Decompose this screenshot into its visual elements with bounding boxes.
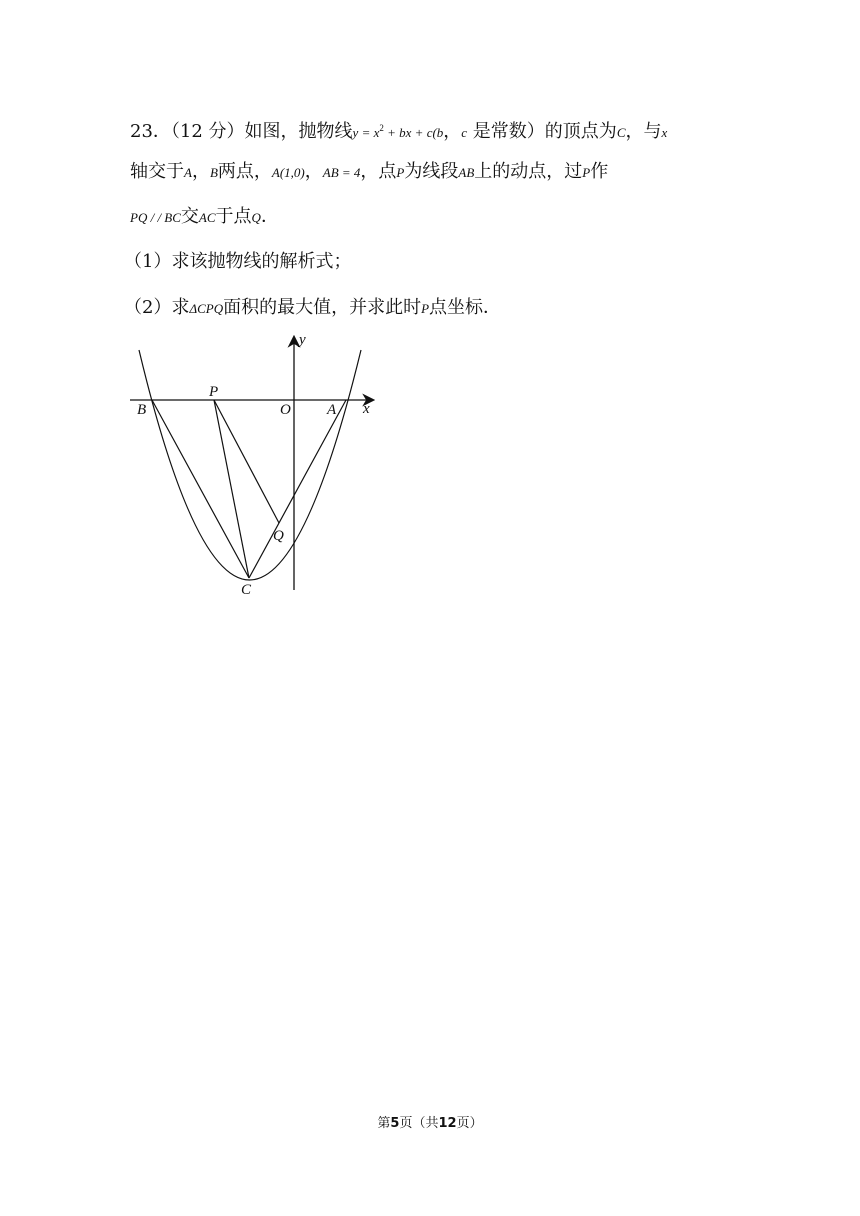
math-expr: + bx + c(b <box>383 125 444 140</box>
math-var: A <box>184 165 192 180</box>
problem-line-1 <box>130 116 667 145</box>
text-segment: ． <box>260 206 279 227</box>
label-A: A <box>327 402 337 418</box>
page-footer <box>0 1112 860 1131</box>
text-segment: （2）求 <box>124 297 190 318</box>
math-var: x <box>661 125 668 140</box>
label-P: P <box>209 384 219 400</box>
text-segment: ，点 <box>360 161 397 182</box>
text-segment: 两点， <box>217 161 272 182</box>
problem-line-2 <box>130 160 608 185</box>
problem-number: 23． <box>130 121 171 142</box>
parabola-curve <box>139 350 361 580</box>
text-segment: 如图，抛物线 <box>244 121 353 142</box>
math-var: AB <box>458 165 475 180</box>
math-sup: 2 <box>379 123 384 133</box>
parabola-figure <box>125 330 395 605</box>
question-2 <box>124 296 501 321</box>
footer-total-pages: 12 <box>438 1116 457 1131</box>
footer-text: 第 <box>377 1116 391 1131</box>
segment-AC <box>249 400 346 578</box>
math-var: c <box>461 125 468 140</box>
label-x-axis: x <box>363 401 370 417</box>
segment-PC <box>214 400 249 578</box>
problem-line-3 <box>130 205 279 230</box>
text-segment: ， <box>304 161 323 182</box>
question-1-text: （1）求该抛物线的解析式； <box>124 251 352 272</box>
text-segment: 于点 <box>215 206 252 227</box>
text-segment: ， <box>443 121 462 142</box>
math-var: P <box>396 165 405 180</box>
text-segment: 面积的最大值，并求此时 <box>223 297 422 318</box>
math-var: AC <box>198 210 216 225</box>
math-var: C <box>616 125 626 140</box>
label-y-axis: y <box>299 332 306 348</box>
problem-score: （12 分） <box>170 121 245 142</box>
math-var: y <box>352 125 359 140</box>
segment-BC <box>152 400 249 578</box>
footer-text: 页） <box>456 1116 483 1131</box>
math-expr: A(1,0) <box>271 165 305 180</box>
label-C: C <box>241 582 252 598</box>
text-segment: 是常数）的顶点为 <box>467 121 617 142</box>
math-var: B <box>209 165 218 180</box>
label-B: B <box>137 402 147 418</box>
math-var: Q <box>251 210 261 225</box>
label-O: O <box>280 402 291 418</box>
math-expr: ΔCPQ <box>189 301 224 316</box>
text-segment: 轴交于 <box>130 161 184 182</box>
text-segment: 点坐标． <box>429 297 502 318</box>
footer-page-number: 5 <box>390 1116 400 1131</box>
math-var: P <box>421 301 430 316</box>
math-expr: AB = 4 <box>322 165 361 180</box>
text-segment: 作 <box>590 161 609 182</box>
text-segment: ， <box>191 161 210 182</box>
question-1 <box>124 250 351 274</box>
math-expr: = x <box>358 125 380 140</box>
text-segment: ，与 <box>625 121 662 142</box>
label-Q: Q <box>273 528 284 544</box>
text-segment: 上的动点，过 <box>474 161 583 182</box>
segment-PQ <box>214 400 279 523</box>
math-expr: PQ / / BC <box>130 210 181 225</box>
text-segment: 交 <box>180 206 199 227</box>
footer-text: 页（共 <box>399 1116 439 1131</box>
math-var: P <box>582 165 591 180</box>
text-segment: 为线段 <box>404 161 459 182</box>
